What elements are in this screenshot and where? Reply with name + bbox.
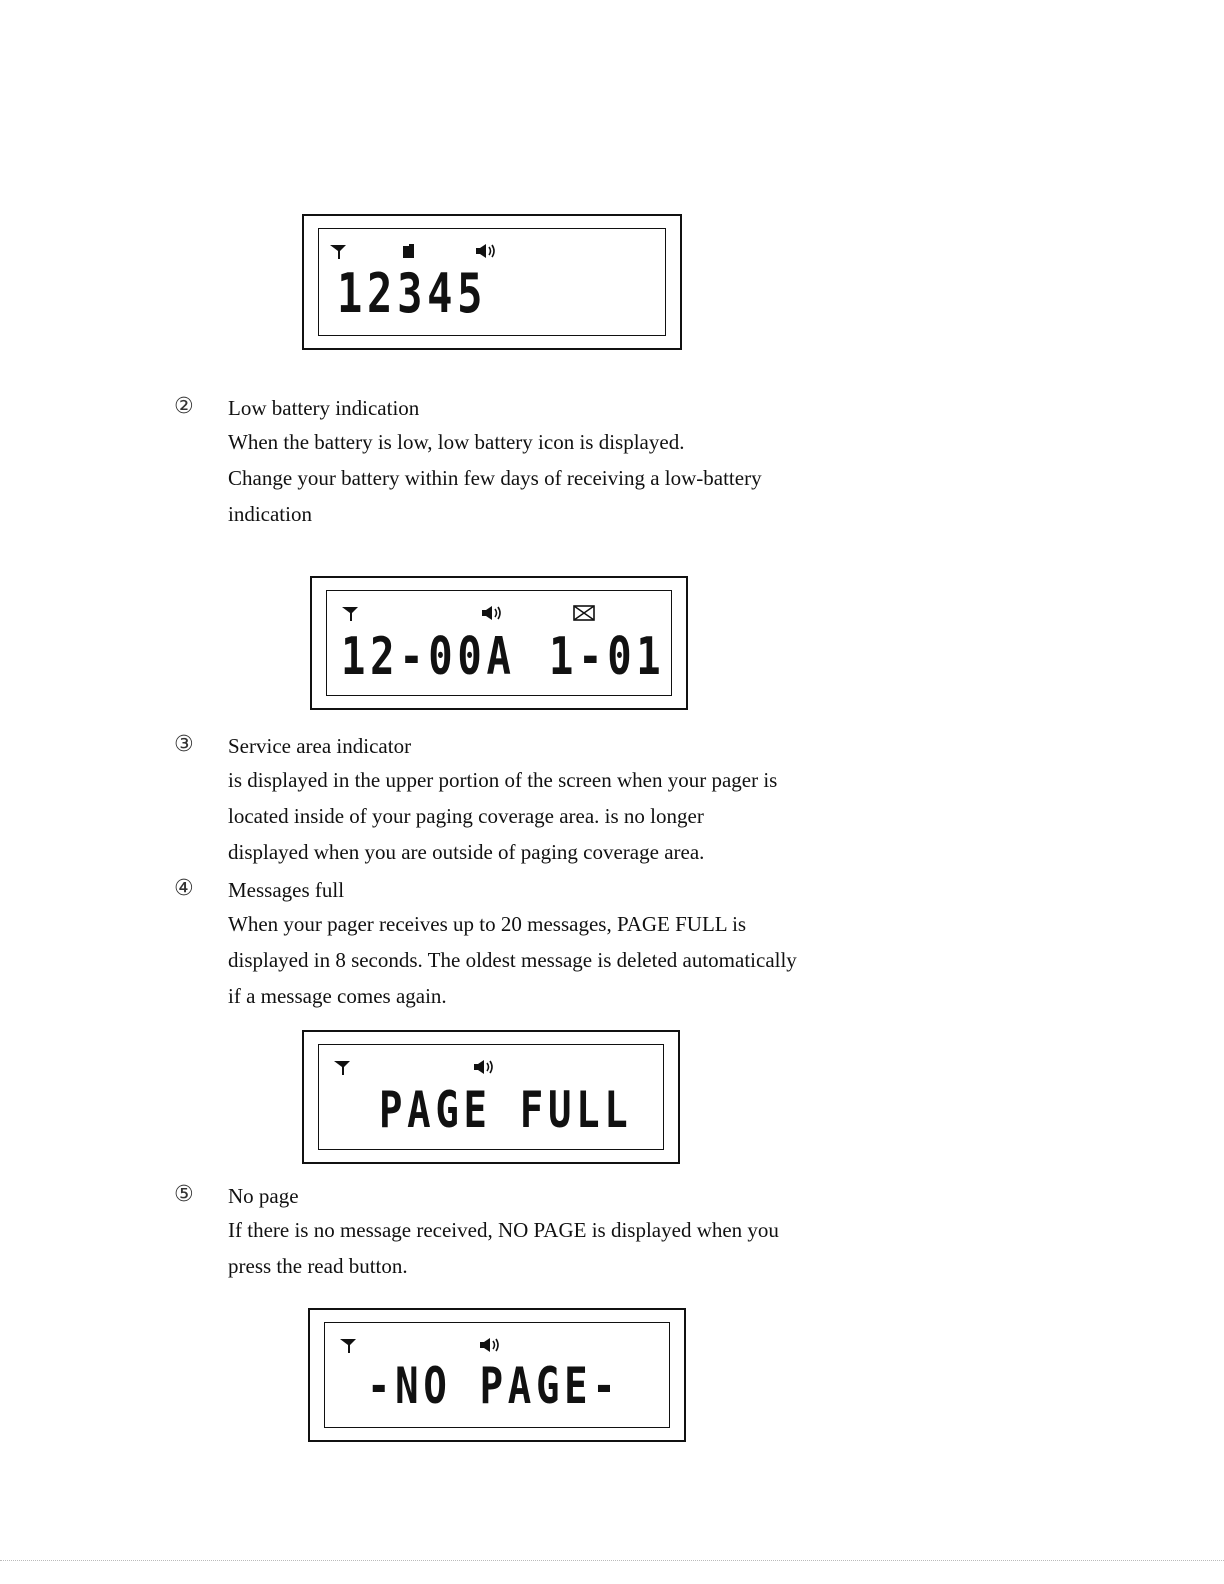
envelope-icon: [573, 605, 595, 621]
section-number: ⑤: [174, 1182, 194, 1207]
body-line: Change your battery within few days of receiving a low-battery: [228, 466, 762, 490]
body-line: located inside of your paging coverage area. is no longer: [228, 804, 704, 828]
lcd-digits: PAGE FULL: [379, 1081, 633, 1139]
lcd-digits: 1-01: [549, 627, 666, 687]
lcd-display-battery: [302, 214, 682, 350]
low-battery-icon: [401, 243, 417, 259]
speaker-icon: [481, 605, 503, 621]
speaker-icon: [473, 1059, 495, 1075]
section-number: ②: [174, 394, 194, 419]
speaker-icon: [475, 243, 497, 259]
speaker-icon: [479, 1337, 501, 1353]
body-line: If there is no message received, NO PAGE is displayed when you: [228, 1218, 779, 1242]
scan-artifact-line: [0, 1560, 1224, 1561]
lcd-display-page-full: [302, 1030, 680, 1164]
lcd-display-message: [310, 576, 688, 710]
lcd-display-no-page: [308, 1308, 686, 1442]
section-number: ④: [174, 876, 194, 901]
body-line: displayed when you are outside of paging coverage area.: [228, 840, 705, 864]
section-number: ③: [174, 732, 194, 757]
body-line: displayed in 8 seconds. The oldest message is deleted automatically: [228, 948, 797, 972]
section-title: Low battery indication: [228, 396, 420, 420]
antenna-icon: [341, 605, 359, 623]
antenna-icon: [339, 1337, 357, 1355]
lcd-digits: 12345: [337, 262, 488, 325]
section-title: Messages full: [228, 878, 345, 902]
lcd-digits: -NO PAGE-: [367, 1357, 621, 1415]
lcd-frame: [318, 228, 666, 336]
lcd-frame: [318, 1044, 664, 1150]
section-title: No page: [228, 1184, 299, 1208]
lcd-digits: 12-00A: [341, 627, 516, 687]
section-title: Service area indicator: [228, 734, 412, 758]
body-line: is displayed in the upper portion of the screen when your pager is: [228, 768, 778, 792]
body-line: When the battery is low, low battery icon is displayed.: [228, 430, 685, 454]
body-line: if a message comes again.: [228, 984, 447, 1008]
lcd-frame: [326, 590, 672, 696]
body-line: indication: [228, 502, 312, 526]
body-line: When your pager receives up to 20 messages, PAGE FULL is: [228, 912, 747, 936]
body-line: press the read button.: [228, 1254, 408, 1278]
lcd-frame: [324, 1322, 670, 1428]
antenna-icon: [333, 1059, 351, 1077]
antenna-icon: [329, 243, 347, 261]
